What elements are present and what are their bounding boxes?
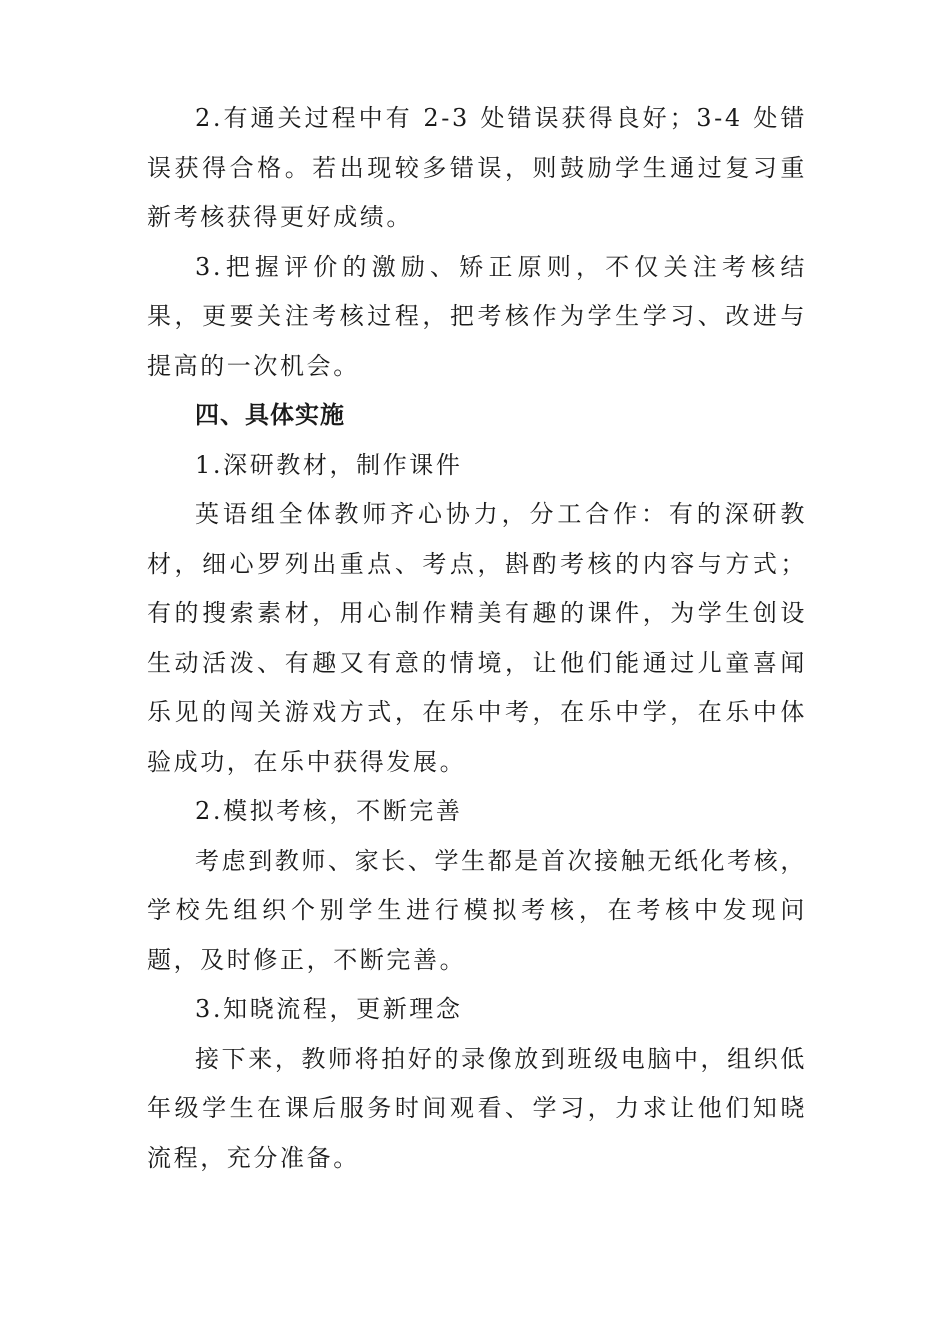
paragraph-know-process: 接下来，教师将拍好的录像放到班级电脑中，组织低年级学生在课后服务时间观看、学习，力求让他们知晓流程，充分准备。: [147, 1044, 807, 1172]
section-heading: 四、具体实施: [195, 401, 345, 429]
subheading-know-process: 3.知晓流程，更新理念: [195, 995, 463, 1023]
subheading-mock-assessment: 2.模拟考核，不断完善: [195, 797, 463, 825]
subheading-study-materials: 1.深研教材，制作课件: [195, 450, 463, 479]
paragraph-evaluation-principle: 3.把握评价的激励、矫正原则，不仅关注考核结果，更要关注考核过程，把考核作为学生学习、改进与提高的一次机会。: [147, 252, 807, 380]
paragraph-english-group: 英语组全体教师齐心协力，分工合作：有的深研教材，细心罗列出重点、考点，斟酌考核的内容与方式；有的搜索素材，用心制作精美有趣的课件，为学生创设生动活泼、有趣又有意的情境，让他们能通过儿童喜闻乐见的闯关游戏方式，在乐中考，在乐中学，在乐中体验成功，在乐中获得发展。: [147, 500, 807, 776]
document-page: [147, 94, 807, 1183]
paragraph-grading-good: 2.有通关过程中有 2-3 处错误获得良好；3-4 处错误获得合格。若出现较多错误，则鼓励学生通过复习重新考核获得更好成绩。: [147, 104, 807, 231]
paragraph-mock-assessment: 考虑到教师、家长、学生都是首次接触无纸化考核，学校先组织个别学生进行模拟考核，在考核中发现问题，及时修正，不断完善。: [147, 846, 807, 974]
